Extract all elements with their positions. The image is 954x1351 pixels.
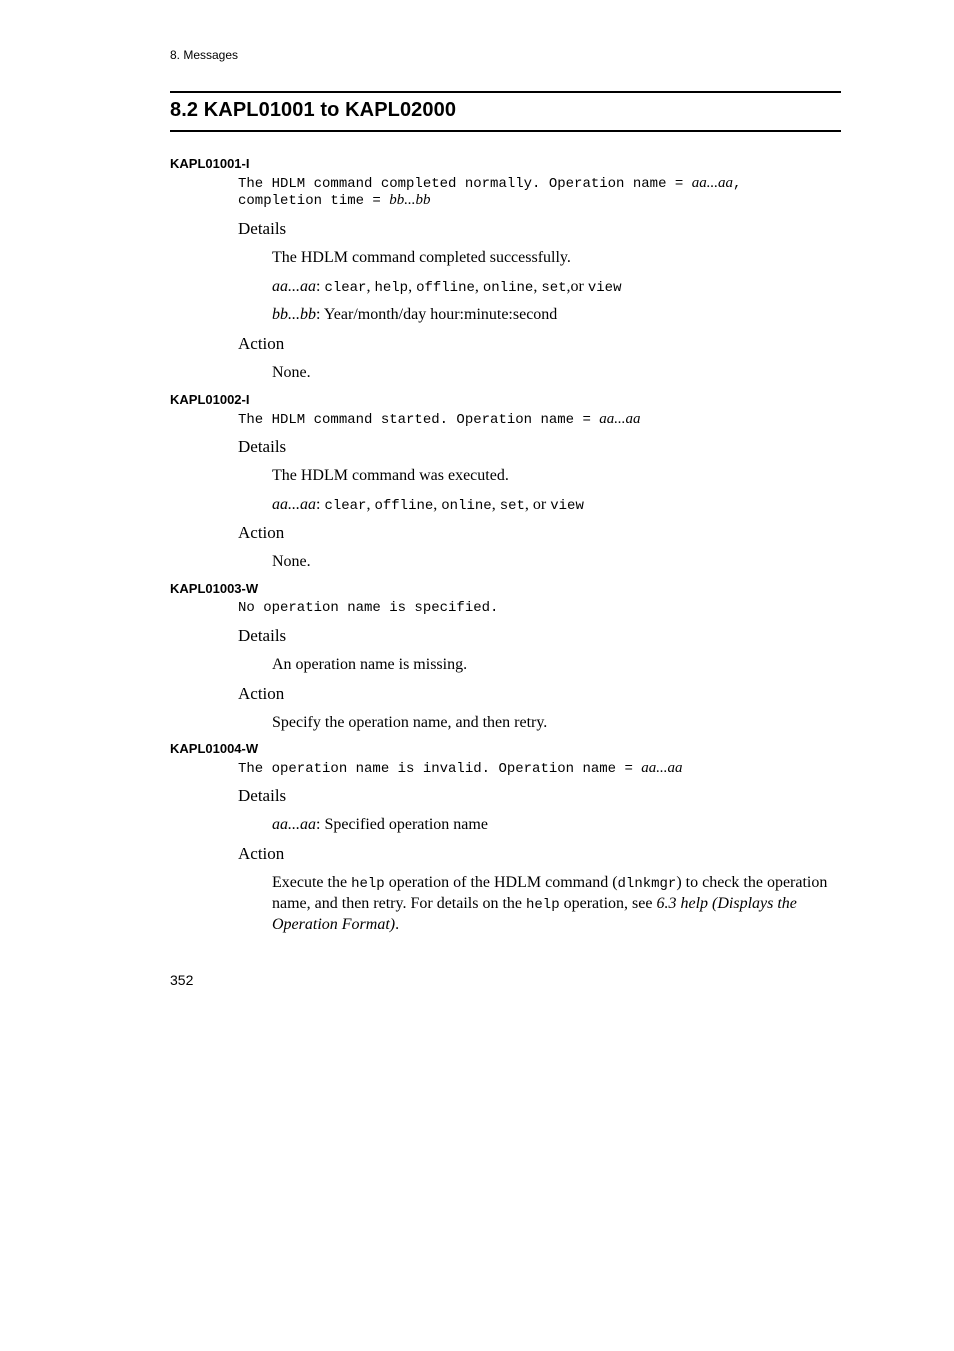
message-id: KAPL01002-I [170, 392, 250, 407]
message-id: KAPL01001-I [170, 156, 250, 171]
details-heading: Details [238, 219, 287, 238]
details-text: An operation name is missing. [272, 656, 468, 673]
message-text [238, 760, 683, 778]
action-heading: Action [238, 334, 285, 353]
operation-name: help [374, 280, 409, 296]
operation-name: online [441, 498, 492, 514]
variable: aa...aa [691, 175, 733, 191]
operation-name: offline [374, 498, 434, 514]
action-text-part: operation, see [559, 895, 657, 912]
action-text: None. [272, 364, 311, 381]
operation-name: clear [324, 280, 367, 296]
action-text-part: Execute the [272, 874, 352, 891]
variable: bb...bb [272, 306, 316, 323]
variable: aa...aa [641, 760, 683, 776]
details-heading: Details [238, 786, 287, 805]
action-text [272, 873, 842, 934]
command-name: dlnkmgr [617, 876, 677, 892]
action-text-part: ) to check the operation name, and then retry. For details on the [272, 874, 828, 912]
message-text-part: The HDLM command completed normally. Operation name = [238, 176, 692, 192]
message-id: KAPL01004-W [170, 741, 259, 756]
details-text [272, 815, 842, 834]
variable: bb...bb [389, 192, 431, 208]
conjunction: or [570, 278, 584, 295]
variable: aa...aa [272, 496, 316, 513]
action-text: None. [272, 553, 311, 570]
action-text-part: operation of the HDLM command ( [384, 874, 618, 891]
action-text-part: . [395, 916, 400, 933]
details-heading: Details [238, 626, 287, 645]
variable: aa...aa [272, 278, 316, 295]
details-time-format [272, 305, 842, 324]
message-text-continued [238, 192, 430, 210]
message-text [238, 411, 641, 429]
operation-name: view [550, 498, 584, 514]
separator: : [316, 496, 325, 513]
action-heading: Action [238, 523, 285, 542]
operation-name: view [587, 280, 622, 296]
conjunction: or [532, 496, 547, 513]
operation-name: help [351, 876, 385, 892]
details-text-part: : Specified operation name [316, 816, 488, 833]
details-operations: aa...aa: clear, offline, online, set, or view [272, 496, 584, 514]
message-text-part: The operation name is invalid. Operation name = [238, 761, 642, 777]
message-text-part: , [732, 176, 742, 192]
operation-name: help [526, 897, 560, 913]
message-text-part: The HDLM command started. Operation name = [238, 412, 600, 428]
operation-name: online [482, 280, 534, 296]
time-format-text: : Year/month/day hour:minute:second [316, 306, 558, 323]
operation-name: set [499, 498, 525, 514]
variable: aa...aa [599, 411, 641, 427]
page-number: 352 [170, 972, 194, 988]
details-operations: aa...aa: clear, help, offline, online, set,or view [272, 278, 622, 296]
section-title: 8.2 KAPL01001 to KAPL02000 [170, 99, 457, 121]
variable: aa...aa [272, 816, 316, 833]
message-id: KAPL01003-W [170, 581, 259, 596]
title-rule-bottom [170, 130, 841, 132]
operation-name: offline [416, 280, 475, 296]
message-text-part: completion time = [238, 193, 390, 209]
separator: : [316, 278, 325, 295]
title-rule-top [170, 91, 841, 93]
action-heading: Action [238, 684, 285, 703]
operation-name: set [541, 280, 567, 296]
message-text: No operation name is specified. [238, 600, 499, 616]
cross-reference: 6.3 help (Displays the Operation Format) [272, 895, 797, 933]
operation-name: clear [324, 498, 367, 514]
running-head: 8. Messages [170, 48, 239, 62]
action-heading: Action [238, 844, 285, 863]
details-heading: Details [238, 437, 287, 456]
message-text [238, 175, 741, 193]
details-text: The HDLM command completed successfully. [272, 249, 571, 266]
action-text: Specify the operation name, and then retry. [272, 714, 548, 731]
details-text: The HDLM command was executed. [272, 467, 509, 484]
